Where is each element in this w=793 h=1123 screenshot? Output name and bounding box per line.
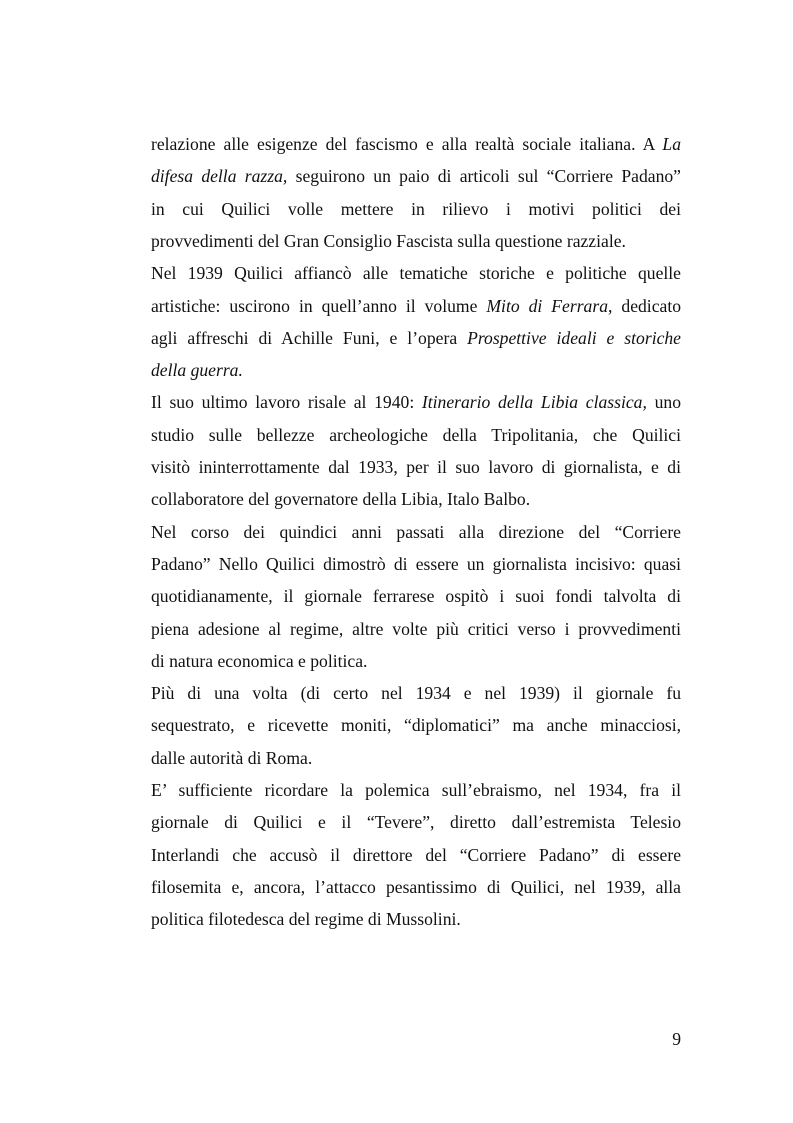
text-run: seguirono un paio di articoli sul “Corriere Padano” [287, 166, 681, 187]
italic-title-text: La [662, 134, 681, 154]
text-run: in cui Quilici volle mettere in rilievo i motivi politici dei [151, 198, 681, 219]
text-run: dalle autorità di Roma. [151, 747, 313, 768]
text-line [151, 290, 681, 322]
italic-title-text: Itinerario della Libia classica, [421, 392, 647, 413]
text-line [151, 871, 681, 903]
italic-title-text: della guerra. [151, 360, 243, 381]
text-run: piena adesione al regime, altre volte più critici verso i provvedimenti [151, 618, 681, 639]
text-line [151, 193, 681, 225]
italic-title-text: Mito di Ferrara [486, 295, 609, 316]
text-line [151, 903, 681, 935]
text-line [151, 806, 681, 838]
text-line [151, 483, 681, 515]
text-line [151, 677, 681, 709]
text-run: relazione alle esigenze del fascismo e alla realtà sociale italiana. A [151, 134, 663, 154]
text-line [151, 128, 681, 160]
italic-title-text: difesa della razza, [151, 166, 288, 187]
text-run: E’ sufficiente ricordare la polemica sull’ebraismo, nel 1934, fra il [151, 780, 681, 800]
text-run: visitò ininterrottamente dal 1933, per il suo lavoro di giornalista, e di [151, 457, 681, 477]
text-line [151, 548, 681, 580]
text-run: agli affreschi di Achille Funi, e l’opera [151, 327, 468, 348]
text-run: giornale di Quilici e il “Tevere”, diretto dall’estremista Telesio [151, 812, 681, 833]
text-run: Nel corso dei quindici anni passati alla direzione del “Corriere [151, 521, 681, 542]
text-run: filosemita e, ancora, l’attacco pesantissimo di Quilici, nel 1939, alla [151, 876, 681, 897]
text-line [151, 386, 681, 418]
text-line [151, 839, 681, 871]
text-run: provvedimenti del Gran Consiglio Fascista sulla questione razziale. [151, 230, 626, 251]
text-line [151, 774, 681, 806]
text-line [151, 613, 681, 645]
text-line [151, 322, 681, 354]
text-line [151, 580, 681, 612]
text-line [151, 354, 681, 386]
text-run: quotidianamente, il giornale ferrarese ospitò i suoi fondi talvolta di [151, 586, 681, 607]
text-run: uno [646, 392, 681, 413]
text-line [151, 257, 681, 289]
text-run: Padano” Nello Quilici dimostrò di essere un giornalista incisivo: quasi [151, 553, 681, 574]
text-run: , dedicato [608, 295, 682, 316]
text-run: di natura economica e politica. [151, 650, 368, 671]
text-run: collaboratore del governatore della Libia, Italo Balbo. [151, 489, 531, 510]
text-line [151, 451, 681, 483]
text-run: Nel 1939 Quilici affiancò alle tematiche storiche e politiche quelle [151, 263, 681, 284]
text-line [151, 709, 681, 741]
text-run: artistiche: uscirono in quell’anno il volume [151, 295, 487, 316]
text-run: Interlandi che accusò il direttore del “Corriere Padano” di essere [151, 844, 681, 865]
text-line [151, 419, 681, 451]
text-run: studio sulle bellezze archeologiche della Tripolitania, che Quilici [151, 424, 681, 445]
text-line [151, 225, 681, 257]
page-number: 9 [672, 1029, 681, 1049]
text-line [151, 160, 681, 192]
text-run: Il suo ultimo lavoro risale al 1940: [151, 392, 422, 413]
text-line [151, 645, 681, 677]
text-run: Più di una volta (di certo nel 1934 e nel 1939) il giornale fu [151, 683, 681, 704]
text-line [151, 742, 681, 774]
text-line [151, 516, 681, 548]
text-run: politica filotedesca del regime di Mussolini. [151, 909, 461, 930]
italic-title-text: Prospettive ideali e storiche [467, 327, 681, 348]
text-run: sequestrato, e ricevette moniti, “diplomatici” ma anche minacciosi, [151, 715, 681, 736]
